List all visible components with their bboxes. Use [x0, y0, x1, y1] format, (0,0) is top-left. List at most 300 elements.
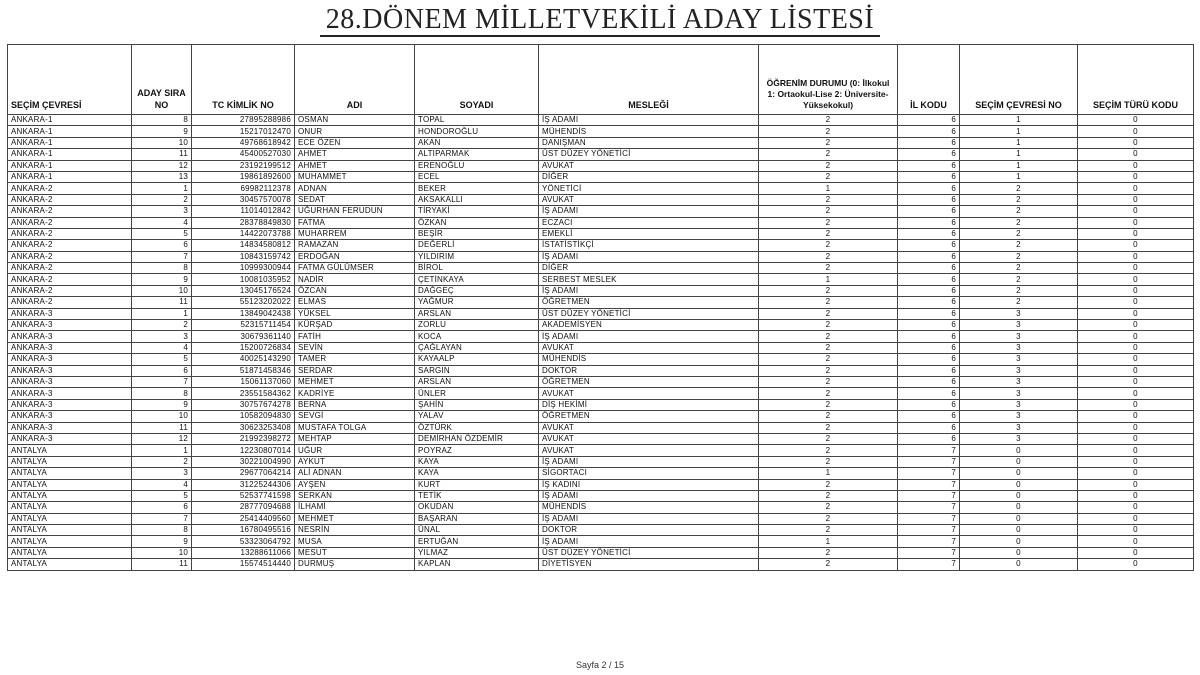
table-row — [8, 479, 1194, 490]
cell-secim-turu-kodu: 0 — [1078, 376, 1194, 387]
cell-adi: NESRİN — [295, 525, 415, 536]
cell-tc-kimlik-no: 15200726834 — [192, 342, 295, 353]
cell-meslegi: AVUKAT — [539, 342, 759, 353]
cell-meslegi: SİGORTACI — [539, 468, 759, 479]
cell-ogrenim-durumu: 2 — [759, 331, 898, 342]
table-row — [8, 525, 1194, 536]
cell-secim-cevresi-no: 1 — [960, 126, 1078, 137]
cell-soyadi: BİROL — [415, 263, 539, 274]
cell-il-kodu: 7 — [898, 559, 960, 570]
cell-secim-turu-kodu: 0 — [1078, 433, 1194, 444]
header-secim-turu-kodu: SEÇİM TÜRÜ KODU — [1078, 45, 1194, 115]
cell-ogrenim-durumu: 2 — [759, 479, 898, 490]
cell-tc-kimlik-no: 45400527030 — [192, 149, 295, 160]
cell-secim-turu-kodu: 0 — [1078, 342, 1194, 353]
cell-secim-cevresi-no: 1 — [960, 115, 1078, 126]
cell-secim-cevresi: ANKARA-2 — [8, 206, 132, 217]
cell-secim-turu-kodu: 0 — [1078, 228, 1194, 239]
cell-ogrenim-durumu: 2 — [759, 194, 898, 205]
cell-ogrenim-durumu: 2 — [759, 251, 898, 262]
cell-il-kodu: 6 — [898, 217, 960, 228]
cell-aday-sira-no: 3 — [132, 468, 192, 479]
cell-meslegi: SERBEST MESLEK — [539, 274, 759, 285]
cell-secim-turu-kodu: 0 — [1078, 525, 1194, 536]
cell-adi: MEHTAP — [295, 433, 415, 444]
cell-secim-turu-kodu: 0 — [1078, 285, 1194, 296]
cell-secim-turu-kodu: 0 — [1078, 137, 1194, 148]
cell-aday-sira-no: 2 — [132, 194, 192, 205]
cell-soyadi: BAŞARAN — [415, 513, 539, 524]
cell-secim-cevresi: ANTALYA — [8, 547, 132, 558]
cell-secim-turu-kodu: 0 — [1078, 422, 1194, 433]
cell-il-kodu: 7 — [898, 456, 960, 467]
cell-aday-sira-no: 10 — [132, 137, 192, 148]
cell-ogrenim-durumu: 2 — [759, 354, 898, 365]
table-row — [8, 217, 1194, 228]
cell-adi: SERKAN — [295, 490, 415, 501]
table-row — [8, 274, 1194, 285]
cell-meslegi: ÖĞRETMEN — [539, 411, 759, 422]
cell-soyadi: ÇAĞLAYAN — [415, 342, 539, 353]
cell-ogrenim-durumu: 1 — [759, 183, 898, 194]
cell-aday-sira-no: 11 — [132, 559, 192, 570]
cell-il-kodu: 6 — [898, 137, 960, 148]
cell-meslegi: AVUKAT — [539, 388, 759, 399]
cell-soyadi: SARGIN — [415, 365, 539, 376]
cell-soyadi: YILMAZ — [415, 547, 539, 558]
cell-soyadi: YAĞMUR — [415, 297, 539, 308]
cell-adi: SEVİN — [295, 342, 415, 353]
cell-tc-kimlik-no: 13045176524 — [192, 285, 295, 296]
table-row — [8, 206, 1194, 217]
cell-aday-sira-no: 11 — [132, 297, 192, 308]
cell-adi: RAMAZAN — [295, 240, 415, 251]
cell-secim-cevresi-no: 3 — [960, 376, 1078, 387]
cell-il-kodu: 6 — [898, 376, 960, 387]
cell-meslegi: İSTATİSTİKÇİ — [539, 240, 759, 251]
cell-secim-cevresi: ANKARA-2 — [8, 251, 132, 262]
cell-ogrenim-durumu: 2 — [759, 171, 898, 182]
cell-ogrenim-durumu: 2 — [759, 149, 898, 160]
cell-meslegi: İŞ ADAMI — [539, 331, 759, 342]
cell-secim-turu-kodu: 0 — [1078, 331, 1194, 342]
cell-secim-turu-kodu: 0 — [1078, 126, 1194, 137]
cell-secim-turu-kodu: 0 — [1078, 456, 1194, 467]
cell-soyadi: KAYA — [415, 456, 539, 467]
cell-tc-kimlik-no: 49768618942 — [192, 137, 295, 148]
cell-secim-cevresi-no: 2 — [960, 274, 1078, 285]
table-row — [8, 320, 1194, 331]
cell-secim-turu-kodu: 0 — [1078, 115, 1194, 126]
cell-soyadi: DAĞGEÇ — [415, 285, 539, 296]
cell-secim-cevresi: ANTALYA — [8, 536, 132, 547]
cell-soyadi: KAYA — [415, 468, 539, 479]
cell-meslegi: DOKTOR — [539, 365, 759, 376]
cell-il-kodu: 6 — [898, 354, 960, 365]
table-row — [8, 433, 1194, 444]
cell-soyadi: YILDIRIM — [415, 251, 539, 262]
cell-tc-kimlik-no: 23192199512 — [192, 160, 295, 171]
cell-adi: SERDAR — [295, 365, 415, 376]
cell-ogrenim-durumu: 2 — [759, 308, 898, 319]
cell-secim-cevresi: ANKARA-3 — [8, 399, 132, 410]
cell-tc-kimlik-no: 10582094830 — [192, 411, 295, 422]
cell-tc-kimlik-no: 23551584362 — [192, 388, 295, 399]
cell-secim-cevresi-no: 0 — [960, 490, 1078, 501]
cell-il-kodu: 6 — [898, 240, 960, 251]
cell-ogrenim-durumu: 2 — [759, 399, 898, 410]
cell-tc-kimlik-no: 30457570078 — [192, 194, 295, 205]
cell-secim-cevresi: ANKARA-3 — [8, 376, 132, 387]
cell-aday-sira-no: 10 — [132, 285, 192, 296]
cell-aday-sira-no: 7 — [132, 251, 192, 262]
page-title-text: 28.DÖNEM MİLLETVEKİLİ ADAY LİSTESİ — [320, 4, 880, 37]
cell-adi: DURMUŞ — [295, 559, 415, 570]
cell-secim-cevresi: ANTALYA — [8, 513, 132, 524]
cell-il-kodu: 7 — [898, 547, 960, 558]
cell-meslegi: AVUKAT — [539, 445, 759, 456]
cell-tc-kimlik-no: 14834580812 — [192, 240, 295, 251]
cell-meslegi: ÜST DÜZEY YÖNETİCİ — [539, 308, 759, 319]
table-row — [8, 490, 1194, 501]
cell-tc-kimlik-no: 15061137060 — [192, 376, 295, 387]
cell-il-kodu: 6 — [898, 297, 960, 308]
cell-ogrenim-durumu: 2 — [759, 297, 898, 308]
cell-adi: TAMER — [295, 354, 415, 365]
table-row — [8, 240, 1194, 251]
cell-tc-kimlik-no: 40025143290 — [192, 354, 295, 365]
cell-secim-turu-kodu: 0 — [1078, 411, 1194, 422]
cell-soyadi: ÇETİNKAYA — [415, 274, 539, 285]
cell-secim-cevresi: ANKARA-3 — [8, 320, 132, 331]
cell-aday-sira-no: 3 — [132, 331, 192, 342]
cell-meslegi: İŞ KADINI — [539, 479, 759, 490]
cell-aday-sira-no: 13 — [132, 171, 192, 182]
cell-soyadi: ÜNLER — [415, 388, 539, 399]
cell-ogrenim-durumu: 2 — [759, 513, 898, 524]
cell-aday-sira-no: 4 — [132, 342, 192, 353]
cell-soyadi: OKUDAN — [415, 502, 539, 513]
page-title — [0, 4, 1200, 36]
cell-soyadi: BEKER — [415, 183, 539, 194]
cell-secim-cevresi: ANKARA-2 — [8, 263, 132, 274]
cell-secim-cevresi-no: 0 — [960, 468, 1078, 479]
cell-il-kodu: 7 — [898, 445, 960, 456]
table-row — [8, 365, 1194, 376]
cell-meslegi: İŞ ADAMI — [539, 513, 759, 524]
cell-soyadi: KOCA — [415, 331, 539, 342]
cell-aday-sira-no: 1 — [132, 183, 192, 194]
cell-il-kodu: 6 — [898, 342, 960, 353]
cell-aday-sira-no: 8 — [132, 388, 192, 399]
cell-meslegi: İŞ ADAMI — [539, 115, 759, 126]
cell-il-kodu: 7 — [898, 513, 960, 524]
cell-secim-turu-kodu: 0 — [1078, 365, 1194, 376]
table-row — [8, 331, 1194, 342]
cell-soyadi: BEŞİR — [415, 228, 539, 239]
cell-tc-kimlik-no: 13288611066 — [192, 547, 295, 558]
cell-adi: MEHMET — [295, 376, 415, 387]
cell-soyadi: ÖZKAN — [415, 217, 539, 228]
cell-soyadi: KAPLAN — [415, 559, 539, 570]
cell-secim-turu-kodu: 0 — [1078, 502, 1194, 513]
header-secim-cevresi: SEÇİM ÇEVRESİ — [8, 45, 132, 115]
cell-aday-sira-no: 5 — [132, 228, 192, 239]
cell-aday-sira-no: 3 — [132, 206, 192, 217]
cell-aday-sira-no: 4 — [132, 217, 192, 228]
table-row — [8, 171, 1194, 182]
cell-secim-cevresi: ANTALYA — [8, 445, 132, 456]
cell-tc-kimlik-no: 10843159742 — [192, 251, 295, 262]
cell-secim-cevresi: ANKARA-3 — [8, 433, 132, 444]
cell-meslegi: DİŞ HEKİMİ — [539, 399, 759, 410]
cell-ogrenim-durumu: 2 — [759, 376, 898, 387]
table-row — [8, 388, 1194, 399]
cell-secim-cevresi-no: 2 — [960, 263, 1078, 274]
table-row — [8, 126, 1194, 137]
cell-secim-cevresi: ANTALYA — [8, 525, 132, 536]
cell-tc-kimlik-no: 51871458346 — [192, 365, 295, 376]
cell-secim-turu-kodu: 0 — [1078, 263, 1194, 274]
cell-il-kodu: 6 — [898, 308, 960, 319]
cell-adi: ERDOĞAN — [295, 251, 415, 262]
cell-meslegi: İŞ ADAMI — [539, 456, 759, 467]
cell-adi: FATMA — [295, 217, 415, 228]
table-row — [8, 376, 1194, 387]
cell-aday-sira-no: 8 — [132, 115, 192, 126]
cell-ogrenim-durumu: 1 — [759, 536, 898, 547]
cell-tc-kimlik-no: 25414409560 — [192, 513, 295, 524]
cell-meslegi: İŞ ADAMI — [539, 490, 759, 501]
cell-meslegi: EMEKLİ — [539, 228, 759, 239]
cell-aday-sira-no: 7 — [132, 376, 192, 387]
cell-aday-sira-no: 9 — [132, 126, 192, 137]
table-row — [8, 547, 1194, 558]
cell-aday-sira-no: 10 — [132, 411, 192, 422]
cell-secim-cevresi-no: 0 — [960, 445, 1078, 456]
cell-aday-sira-no: 8 — [132, 525, 192, 536]
cell-meslegi: ÜST DÜZEY YÖNETİCİ — [539, 149, 759, 160]
cell-soyadi: AKAN — [415, 137, 539, 148]
cell-meslegi: AVUKAT — [539, 194, 759, 205]
cell-adi: FATİH — [295, 331, 415, 342]
cell-ogrenim-durumu: 2 — [759, 126, 898, 137]
cell-secim-cevresi: ANKARA-2 — [8, 194, 132, 205]
cell-ogrenim-durumu: 2 — [759, 228, 898, 239]
cell-soyadi: KAYAALP — [415, 354, 539, 365]
cell-adi: UĞURHAN FERUDUN — [295, 206, 415, 217]
cell-meslegi: MÜHENDİS — [539, 126, 759, 137]
cell-secim-cevresi: ANKARA-1 — [8, 171, 132, 182]
cell-il-kodu: 6 — [898, 251, 960, 262]
cell-secim-turu-kodu: 0 — [1078, 274, 1194, 285]
cell-secim-cevresi-no: 3 — [960, 354, 1078, 365]
table-row — [8, 513, 1194, 524]
cell-secim-cevresi-no: 3 — [960, 342, 1078, 353]
cell-meslegi: MÜHENDİS — [539, 354, 759, 365]
cell-adi: ÖZCAN — [295, 285, 415, 296]
cell-adi: AHMET — [295, 160, 415, 171]
cell-meslegi: DOKTOR — [539, 525, 759, 536]
cell-il-kodu: 6 — [898, 228, 960, 239]
cell-aday-sira-no: 10 — [132, 547, 192, 558]
cell-secim-turu-kodu: 0 — [1078, 160, 1194, 171]
cell-ogrenim-durumu: 1 — [759, 274, 898, 285]
cell-secim-turu-kodu: 0 — [1078, 559, 1194, 570]
cell-secim-cevresi: ANKARA-3 — [8, 308, 132, 319]
cell-adi: AHMET — [295, 149, 415, 160]
cell-secim-turu-kodu: 0 — [1078, 388, 1194, 399]
cell-secim-cevresi-no: 3 — [960, 320, 1078, 331]
cell-aday-sira-no: 12 — [132, 160, 192, 171]
header-secim-cevresi-no: SEÇİM ÇEVRESİ NO — [960, 45, 1078, 115]
cell-secim-cevresi: ANKARA-2 — [8, 274, 132, 285]
cell-secim-turu-kodu: 0 — [1078, 217, 1194, 228]
cell-tc-kimlik-no: 28777094688 — [192, 502, 295, 513]
cell-soyadi: DEMİRHAN ÖZDEMİR — [415, 433, 539, 444]
cell-aday-sira-no: 11 — [132, 422, 192, 433]
cell-secim-cevresi: ANKARA-2 — [8, 217, 132, 228]
cell-ogrenim-durumu: 2 — [759, 206, 898, 217]
cell-ogrenim-durumu: 2 — [759, 263, 898, 274]
cell-secim-turu-kodu: 0 — [1078, 468, 1194, 479]
cell-secim-cevresi-no: 2 — [960, 217, 1078, 228]
cell-secim-cevresi-no: 0 — [960, 456, 1078, 467]
cell-tc-kimlik-no: 69982112378 — [192, 183, 295, 194]
cell-meslegi: İŞ ADAMI — [539, 285, 759, 296]
cell-secim-turu-kodu: 0 — [1078, 513, 1194, 524]
table-row — [8, 502, 1194, 513]
cell-secim-cevresi-no: 2 — [960, 240, 1078, 251]
cell-soyadi: ARSLAN — [415, 376, 539, 387]
cell-secim-turu-kodu: 0 — [1078, 297, 1194, 308]
cell-secim-cevresi-no: 1 — [960, 160, 1078, 171]
cell-secim-turu-kodu: 0 — [1078, 251, 1194, 262]
cell-adi: UĞUR — [295, 445, 415, 456]
cell-meslegi: AKADEMİSYEN — [539, 320, 759, 331]
cell-secim-cevresi: ANTALYA — [8, 479, 132, 490]
cell-adi: MEHMET — [295, 513, 415, 524]
cell-secim-turu-kodu: 0 — [1078, 547, 1194, 558]
cell-soyadi: ECEL — [415, 171, 539, 182]
cell-il-kodu: 6 — [898, 433, 960, 444]
table-header-row — [8, 45, 1194, 115]
cell-ogrenim-durumu: 2 — [759, 240, 898, 251]
cell-adi: MUHAMMET — [295, 171, 415, 182]
cell-meslegi: İŞ ADAMI — [539, 536, 759, 547]
cell-meslegi: DİĞER — [539, 171, 759, 182]
cell-meslegi: İŞ ADAMI — [539, 251, 759, 262]
cell-secim-cevresi-no: 0 — [960, 559, 1078, 570]
cell-il-kodu: 6 — [898, 126, 960, 137]
candidate-table — [7, 44, 1194, 571]
cell-adi: KADRİYE — [295, 388, 415, 399]
cell-soyadi: ERENOĞLU — [415, 160, 539, 171]
cell-aday-sira-no: 2 — [132, 456, 192, 467]
cell-adi: KÜRŞAD — [295, 320, 415, 331]
table-row — [8, 297, 1194, 308]
cell-tc-kimlik-no: 10081035952 — [192, 274, 295, 285]
cell-secim-cevresi-no: 0 — [960, 513, 1078, 524]
cell-aday-sira-no: 8 — [132, 263, 192, 274]
cell-secim-cevresi: ANTALYA — [8, 468, 132, 479]
table-row — [8, 354, 1194, 365]
cell-il-kodu: 7 — [898, 490, 960, 501]
cell-soyadi: KURT — [415, 479, 539, 490]
cell-secim-cevresi-no: 0 — [960, 479, 1078, 490]
cell-soyadi: TOPAL — [415, 115, 539, 126]
cell-soyadi: ALTIPARMAK — [415, 149, 539, 160]
cell-meslegi: ECZACI — [539, 217, 759, 228]
cell-tc-kimlik-no: 16780495516 — [192, 525, 295, 536]
cell-tc-kimlik-no: 11014012842 — [192, 206, 295, 217]
table-row — [8, 228, 1194, 239]
cell-secim-cevresi: ANKARA-1 — [8, 115, 132, 126]
cell-ogrenim-durumu: 2 — [759, 411, 898, 422]
cell-il-kodu: 7 — [898, 479, 960, 490]
cell-secim-cevresi: ANKARA-1 — [8, 160, 132, 171]
cell-secim-cevresi-no: 3 — [960, 365, 1078, 376]
cell-tc-kimlik-no: 13849042438 — [192, 308, 295, 319]
table-row — [8, 308, 1194, 319]
table-row — [8, 137, 1194, 148]
cell-adi: MESUT — [295, 547, 415, 558]
cell-aday-sira-no: 6 — [132, 240, 192, 251]
cell-tc-kimlik-no: 21992398272 — [192, 433, 295, 444]
cell-secim-cevresi: ANKARA-3 — [8, 411, 132, 422]
cell-secim-cevresi: ANKARA-1 — [8, 126, 132, 137]
table-row — [8, 149, 1194, 160]
header-ogrenim-durumu: ÖĞRENİM DURUMU (0: İlkokul 1: Ortaokul-Lise 2: Üniversite-Yüksekokul) — [759, 45, 898, 115]
cell-secim-cevresi-no: 1 — [960, 137, 1078, 148]
cell-secim-cevresi-no: 2 — [960, 297, 1078, 308]
cell-meslegi: YÖNETİCİ — [539, 183, 759, 194]
cell-ogrenim-durumu: 2 — [759, 285, 898, 296]
cell-secim-turu-kodu: 0 — [1078, 479, 1194, 490]
header-soyadi: SOYADI — [415, 45, 539, 115]
cell-aday-sira-no: 9 — [132, 536, 192, 547]
cell-adi: ELMAS — [295, 297, 415, 308]
cell-secim-cevresi: ANKARA-3 — [8, 388, 132, 399]
cell-tc-kimlik-no: 30679361140 — [192, 331, 295, 342]
cell-adi: OSMAN — [295, 115, 415, 126]
table-row — [8, 115, 1194, 126]
cell-soyadi: DEĞERLİ — [415, 240, 539, 251]
cell-il-kodu: 7 — [898, 536, 960, 547]
cell-aday-sira-no: 1 — [132, 445, 192, 456]
cell-meslegi: ÜST DÜZEY YÖNETİCİ — [539, 547, 759, 558]
cell-secim-cevresi: ANKARA-2 — [8, 285, 132, 296]
cell-il-kodu: 6 — [898, 149, 960, 160]
cell-soyadi: HONDOROĞLU — [415, 126, 539, 137]
cell-adi: BERNA — [295, 399, 415, 410]
cell-ogrenim-durumu: 2 — [759, 559, 898, 570]
cell-tc-kimlik-no: 27895288986 — [192, 115, 295, 126]
cell-secim-turu-kodu: 0 — [1078, 536, 1194, 547]
cell-ogrenim-durumu: 2 — [759, 422, 898, 433]
cell-aday-sira-no: 2 — [132, 320, 192, 331]
table-row — [8, 536, 1194, 547]
cell-il-kodu: 6 — [898, 274, 960, 285]
cell-tc-kimlik-no: 19861892600 — [192, 171, 295, 182]
cell-secim-turu-kodu: 0 — [1078, 445, 1194, 456]
cell-tc-kimlik-no: 53323064792 — [192, 536, 295, 547]
cell-secim-cevresi: ANKARA-1 — [8, 149, 132, 160]
cell-ogrenim-durumu: 2 — [759, 217, 898, 228]
cell-soyadi: ÜNAL — [415, 525, 539, 536]
cell-secim-turu-kodu: 0 — [1078, 320, 1194, 331]
cell-il-kodu: 6 — [898, 388, 960, 399]
